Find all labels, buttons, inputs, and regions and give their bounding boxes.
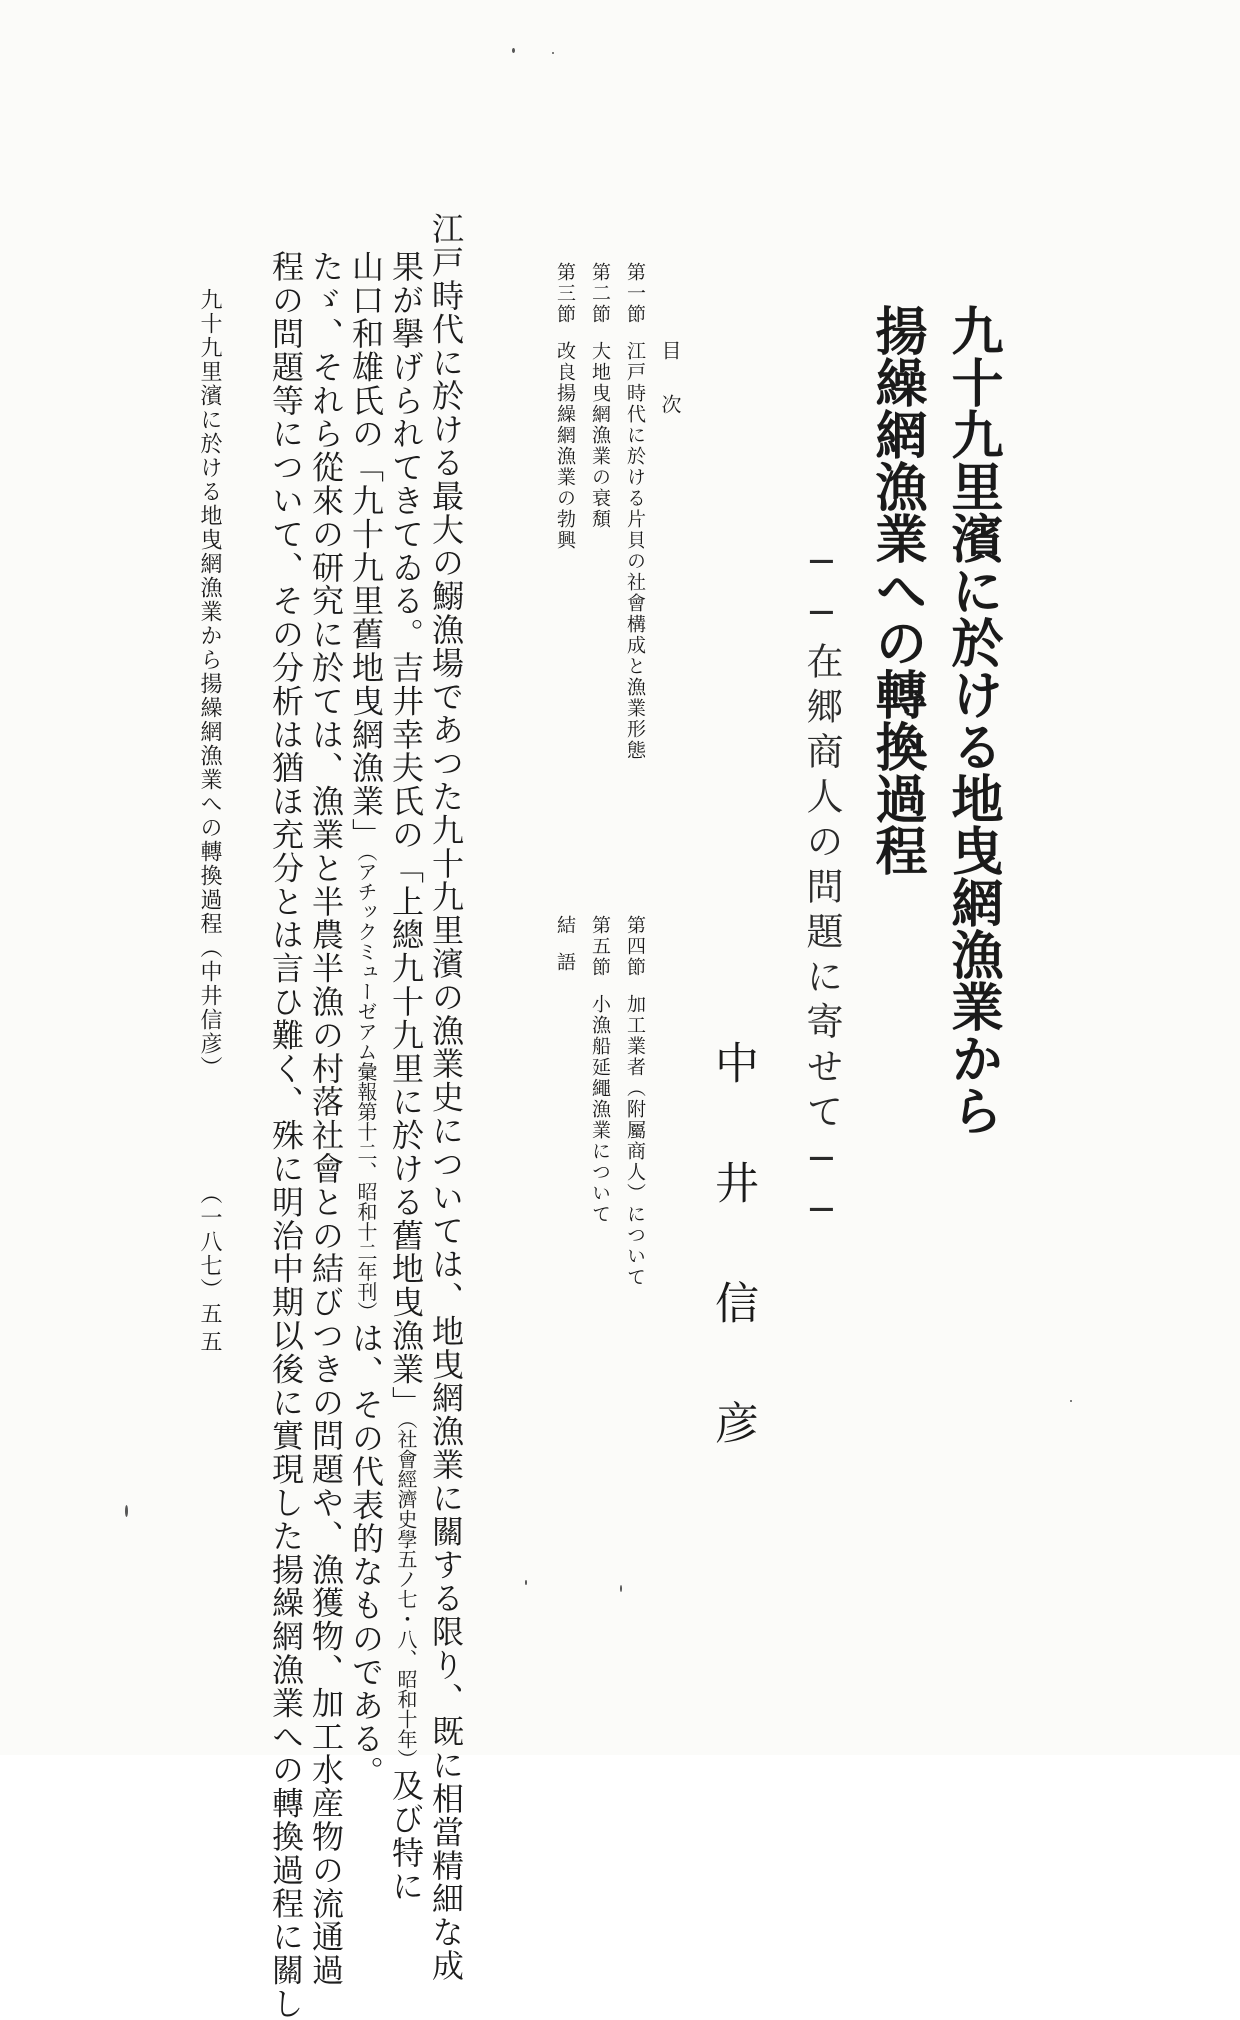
author-name: 中井信彦 [707,1040,758,1520]
issue-number: （一八七） [197,1182,222,1302]
toc-item-number: 第二節 [589,262,611,325]
toc-item-label: 改良揚繰網漁業の勃興 [554,341,576,551]
toc-item-number: 第五節 [589,915,611,978]
scan-speck [620,1585,622,1592]
toc-item-label: 小漁船延繩漁業について [589,994,611,1225]
body-line-4: たゞ、それら從來の研究に於ては、漁業と半農半漁の村落社會との結びつきの問題や、漁獲物、加工水産物の流通過 [307,250,345,1987]
running-title: 九十九里濱に於ける地曳網漁業から揚繰網漁業への轉換過程（中井信彦） [197,288,222,1080]
title-line-1: 九十九里濱に於ける地曳網漁業から [942,304,1003,1136]
body-text: は、その代表的なものである。 [347,1321,385,1789]
body-line-3 [347,250,385,1789]
toc-item-number: 第四節 [624,915,646,978]
body-text: 果が擧げられてきてゐる。吉井幸夫氏の「上總九十九里に於ける舊地曳漁業」 [387,250,425,1419]
toc-item-4 [625,915,644,1288]
title-line-2: 揚繰網漁業への轉換過程 [866,304,927,876]
scan-speck [552,52,554,54]
toc-item-2 [590,262,609,530]
subtitle: ──在郷商人の問題に寄せて── [800,540,843,1239]
toc-item-1 [625,262,644,761]
toc-item-label: 加工業者（附屬商人）について [624,994,646,1288]
toc-item-5 [590,915,609,1225]
citation: （アチックミューゼアム彙報第十二、昭和十二年刊） [354,851,378,1322]
toc-item-number: 結語 [554,915,576,989]
toc-item-6 [555,915,574,989]
toc-item-label: 江戸時代に於ける片貝の社會構成と漁業形態 [624,341,646,761]
scan-speck [1070,1400,1072,1402]
body-line-5: 程の問題等について、その分析は猶ほ充分とは言ひ難く、殊に明治中期以後に實現した揚繰網漁業への轉換過程に關し [267,250,305,2020]
scan-speck [525,1580,527,1585]
citation: （社會經濟史學五ノ七・八、昭和十年） [394,1419,418,1769]
toc-item-number: 第三節 [554,262,576,325]
scan-speck [512,48,515,53]
toc-item-3 [555,262,574,551]
scan-speck [125,1505,128,1517]
toc-heading: 目次 [658,340,682,448]
toc-item-label: 大地曳網漁業の衰頽 [589,341,611,530]
page-number: 五五 [197,1302,222,1358]
body-line-2 [387,250,425,1903]
body-text: 山口和雄氏の「九十九里舊地曳網漁業」 [347,250,385,852]
toc-item-number: 第一節 [624,262,646,325]
body-text: 及び特に [387,1769,425,1903]
body-line-1: 江戸時代に於ける最大の鰯漁場であつた九十九里濱の漁業史については、地曳網漁業に關する限り、既に相當精細な成 [427,212,465,1983]
